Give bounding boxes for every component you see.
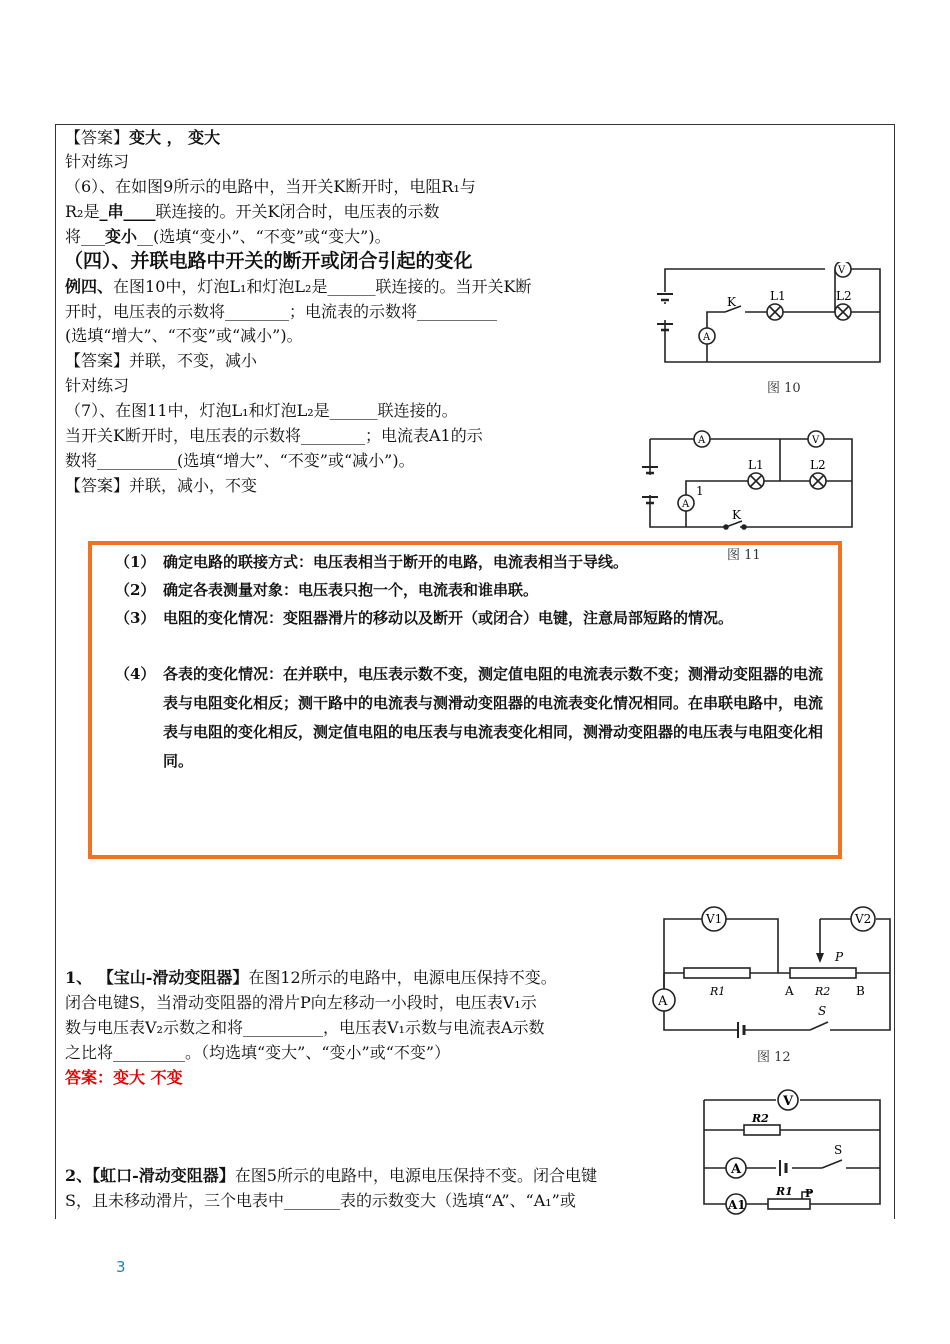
figure-10-circuit xyxy=(655,262,890,372)
fig5-ammeter-label: A xyxy=(731,1162,742,1177)
page-number: 3 xyxy=(116,1258,126,1276)
q6-line2: R₂是_串____联连接的。开关K闭合时，电压表的示数 xyxy=(65,202,440,221)
figure-11-caption: 图 11 xyxy=(727,548,761,563)
fig12-v2-label: V2 xyxy=(855,912,872,926)
figure-11-circuit xyxy=(640,425,860,535)
ex4-line2: 开时，电压表的示数将________；电流表的示数将__________ xyxy=(65,302,498,321)
ex4-answer: 【答案】并联，不变，减小 xyxy=(65,351,258,370)
fig12-switch-label: S xyxy=(818,1004,827,1018)
fig11-ammeter-label: A xyxy=(698,435,706,446)
q6-line1: （6）、在如图9所示的电路中，当开关K断开时，电阻R₁与 xyxy=(65,177,476,196)
summary-point-4: （4） 各表的变化情况：在并联中，电压表示数不变，测定值电阻的电流表示数不变；测滑动变阻器的电流表与电阻变化相反；测干路中的电流表与测滑动变阻器的电流表变化情况相同。在串联电路中，电流表与电阻的变化相反，测定值电阻的电压表与电流表变化相同，测滑动变阻器的电压表与电阻变化相同。 xyxy=(115,665,824,770)
figure-12-caption: 图 12 xyxy=(757,1050,791,1065)
fig12-ammeter-label: A xyxy=(658,994,668,1009)
q7-line2: 当开关K断开时，电压表的示数将________；电流表A1的示 xyxy=(65,426,483,445)
p1-line3: 数与电压表V₂示数之和将__________，电压表V₁示数与电流表A示数 xyxy=(65,1018,545,1037)
p1-line1: 1、 【宝山-滑动变阻器】在图12所示的电路中，电源电压保持不变。 xyxy=(65,968,557,987)
fig5-ammeter1-label: A1 xyxy=(728,1198,746,1212)
q7-line1: （7）、在图11中，灯泡L₁和灯泡L₂是______联连接的。 xyxy=(65,401,458,420)
summary-point-1: （1） 确定电路的联接方式：电压表相当于断开的电路，电流表相当于导线。 xyxy=(115,553,629,571)
fig10-switch-label: K xyxy=(727,295,736,309)
ex4-line3: (选填“增大”、“不变”或“减小”)。 xyxy=(65,326,303,345)
practice-heading-2: 针对练习 xyxy=(65,376,130,395)
p2-line1: 2、【虹口-滑动变阻器】在图5所示的电路中，电源电压保持不变。闭合电键 xyxy=(65,1166,597,1185)
fig5-switch-label: S xyxy=(834,1143,843,1157)
practice-heading: 针对练习 xyxy=(65,152,130,171)
figure-10-caption: 图 10 xyxy=(767,381,801,396)
p1-line4: 之比将_________。（均选填“变大”、“变小”或“不变”） xyxy=(65,1043,451,1062)
fig10-l2-label: L2 xyxy=(836,289,852,303)
fig11-ammeter1-sub: 1 xyxy=(696,484,704,498)
q6-line3: 将___变小__(选填“变小”、“不变”或“变大”)。 xyxy=(65,227,391,246)
fig5-slider-label: P xyxy=(805,1187,814,1200)
q7-answer: 【答案】并联，减小，不变 xyxy=(65,476,258,495)
answer-line: 【答案】变大 ， 变大 xyxy=(65,128,221,147)
fig12-b-end-label: B xyxy=(856,984,865,998)
summary-point-2: （2） 确定各表测量对象：电压表只抱一个，电流表和谁串联。 xyxy=(115,581,539,599)
fig11-switch-label: K xyxy=(732,508,741,522)
answer-value: 变大 ， 变大 xyxy=(129,128,221,147)
fig11-l1-label: L1 xyxy=(748,458,764,472)
fig5-r2-label: R2 xyxy=(752,1112,769,1125)
fig12-a-end-label: A xyxy=(785,984,794,998)
fig11-ammeter1-label: A xyxy=(682,499,690,510)
fig12-v1-label: V1 xyxy=(706,912,723,926)
summary-point-3: （3） 电阻的变化情况：变阻器滑片的移动以及断开（或闭合）电键，注意局部短路的情况。 xyxy=(115,609,734,627)
p1-answer: 答案：变大 不变 xyxy=(65,1068,183,1087)
section-heading: （四）、并联电路中开关的断开或闭合引起的变化 xyxy=(64,250,473,272)
p1-line2: 闭合电键S，当滑动变阻器的滑片P向左移动一小段时，电压表V₁示 xyxy=(65,993,537,1012)
fig5-r1-label: R1 xyxy=(776,1185,793,1198)
fig11-voltmeter-label: V xyxy=(812,435,820,446)
fig10-l1-label: L1 xyxy=(770,289,786,303)
q7-line3: 数将__________(选填“增大”、“不变”或“减小”)。 xyxy=(65,451,415,470)
fig11-l2-label: L2 xyxy=(810,458,826,472)
fig12-r1-label: R1 xyxy=(710,985,726,998)
figure-5-circuit xyxy=(692,1082,890,1217)
fig10-voltmeter-label: V xyxy=(838,265,846,276)
p2-line2: S，且未移动滑片，三个电表中_______表的示数变大（选填“A”、“A₁”或 xyxy=(65,1191,576,1210)
ex4-line1: 例四、在图10中，灯泡L₁和灯泡L₂是______联连接的。当开关K断 xyxy=(65,277,532,296)
fig12-slider-label: P xyxy=(835,950,844,964)
fig5-voltmeter-label: V xyxy=(783,1094,794,1109)
fig10-ammeter-label: A xyxy=(703,332,711,343)
fig12-r2-label: R2 xyxy=(815,985,831,998)
